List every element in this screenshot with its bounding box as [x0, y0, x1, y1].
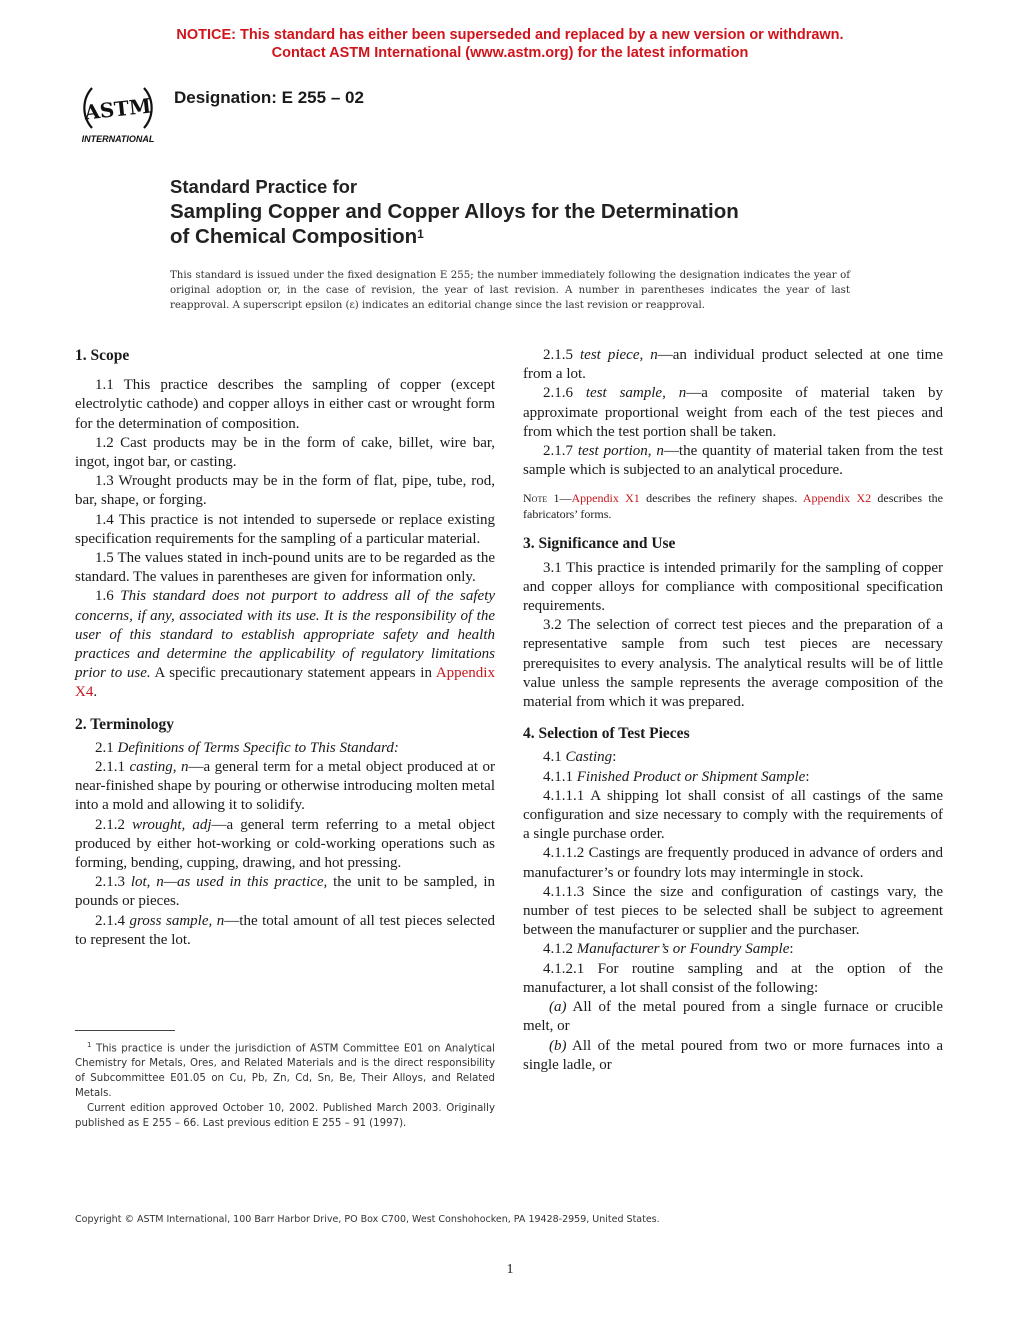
para-1-5: 1.5 The values stated in inch-pound units are to be regarded as the standard. The values in parentheses are given for information only.	[75, 550, 495, 586]
section-terminology-heading: 2. Terminology	[75, 715, 175, 733]
section-selection-heading: 4. Selection of Test Pieces	[523, 725, 690, 743]
document-title	[170, 174, 739, 249]
para-1-1: 1.1 This practice describes the sampling of copper (except electrolytic cathode) and copper alloys in either cast or wrought form for the determination of composition.	[75, 377, 495, 432]
para-2-1-7: 2.1.7 test portion, n—the quantity of material taken from the test sample which is subjected to an analytical procedure.	[523, 443, 943, 479]
para-4-1-1-3: 4.1.1.3 Since the size and configuration of castings vary, the number of test pieces to be selected shall be subject to agreement between the manufacturer or supplier and the purchaser.	[523, 883, 943, 939]
title-footnote-marker: 1	[417, 227, 424, 241]
para-2-1: 2.1 Definitions of Terms Specific to This Standard:	[95, 739, 399, 756]
footnote-divider	[75, 1030, 175, 1031]
para-4-1-2-1: 4.1.2.1 For routine sampling and at the option of the manufacturer, a lot shall consist of the following:	[523, 960, 943, 996]
designation: Designation: E 255 – 02	[174, 88, 364, 107]
para-2-1-1: 2.1.1 casting, n—a general term for a metal object produced at or near-finished shape by pouring or otherwise introducing molten metal into a mold and allowing it to solidify.	[75, 759, 496, 814]
page-number: 1	[506, 1262, 514, 1277]
footnote-edition: Current edition approved October 10, 2002. Published March 2003. Originally published as E 255 – 66. Last previous edition E 255 – 91 (1997).	[75, 1103, 495, 1130]
para-4-1: 4.1 Casting:	[543, 749, 617, 766]
para-3-1: 3.1 This practice is intended primarily for the sampling of copper and copper alloys for compliance with compositional specification requirements.	[523, 559, 943, 615]
para-4-1-1-1: 4.1.1.1 A shipping lot shall consist of all castings of the same configuration and size necessary to comply with the requirements of a single purchase order.	[523, 787, 943, 843]
para-2-1-6: 2.1.6 test sample, n—a composite of material taken by approximate proportional weight from each of the test pieces and from which the test portion shall be taken.	[523, 385, 943, 440]
appendix-x1-link[interactable]: Appendix X1	[571, 491, 640, 506]
para-2-1-3: 2.1.3 lot, n—as used in this practice, the unit to be sampled, in pounds or pieces.	[75, 874, 496, 910]
notice-line-1: NOTICE: This standard has either been superseded and replaced by a new version or withdrawn.	[176, 27, 844, 43]
logo-letters: ASTM	[83, 93, 153, 125]
notice-line-2: Contact ASTM International (www.astm.org) for the latest information	[271, 45, 749, 61]
withdrawal-notice	[0, 26, 1020, 62]
right-column	[523, 346, 943, 1075]
title-line-1: Standard Practice for	[170, 176, 358, 197]
copyright-line: Copyright © ASTM International, 100 Barr Harbor Drive, PO Box C700, West Conshohocken, PA 19428-2959, United States.	[75, 1214, 660, 1225]
para-3-2: 3.2 The selection of correct test pieces and the preparation of a representative sample from such test pieces are necessary prerequisites to every analysis. The analytical results will be of little value unless the sample represents the average composition of the material from which it was prepared.	[523, 617, 943, 711]
para-4-1-1: 4.1.1 Finished Product or Shipment Sample:	[543, 768, 810, 785]
appendix-x2-link[interactable]: Appendix X2	[802, 491, 872, 506]
para-1-2: 1.2 Cast products may be in the form of cake, billet, wire bar, ingot, ingot bar, or casting.	[75, 434, 495, 471]
astm-logo	[76, 76, 160, 148]
section-significance-heading: 3. Significance and Use	[523, 535, 676, 553]
left-column	[75, 346, 495, 950]
footnote	[75, 1038, 495, 1131]
para-1-3: 1.3 Wrought products may be in the form of flat, pipe, tube, rod, bar, shape, or forging.	[75, 473, 495, 509]
list-item-a: (a) All of the metal poured from a single furnace or crucible melt, or	[523, 999, 943, 1035]
para-2-1-4: 2.1.4 gross sample, n—the total amount of all test pieces selected to represent the lot.	[75, 912, 496, 948]
title-line-3: of Chemical Composition$^1$	[170, 225, 424, 248]
section-scope-heading: 1. Scope	[75, 347, 130, 364]
para-1-4: 1.4 This practice is not intended to supersede or replace existing specification requirements for the sampling of a particular material.	[75, 511, 495, 547]
para-1-6: 1.6 This standard does not purport to address all of the safety concerns, if any, associated with its use. It is the responsibility of the user of this standard to establish appropriate safety and health practices and determine the applicability of regulatory limitations prior to use. A specific precautionary statement appears in Appendix X4.	[75, 588, 496, 701]
para-4-1-1-2: 4.1.1.2 Castings are frequently produced in advance of orders and manufacturer’s or foundry lots may intermingle in stock.	[523, 845, 943, 881]
para-2-1-5: 2.1.5 test piece, n—an individual product selected at one time from a lot.	[523, 347, 943, 383]
list-item-b: (b) All of the metal poured from two or more furnaces into a single ladle, or	[523, 1037, 943, 1073]
footnote-1: $^1$ This practice is under the jurisdiction of ASTM Committee E01 on Analytical Chemistry for Metals, Ores, and Related Materials and is the direct responsibility of Subcommittee E01.05 on Cu, Pb, Zn, Cd, Sn, Be, Their Alloys, and Related Metals.	[75, 1041, 495, 1100]
issuance-statement: This standard is issued under the fixed designation E 255; the number immediately following the designation indicates the year of original adoption or, in the case of revision, the year of last revision. A number in parentheses indicates the year of last reapproval. A superscript epsilon (ε) indicates an editorial change since the last revision or reapproval.	[170, 270, 850, 311]
note-1: Note 1—Appendix X1 describes the refinery shapes. Appendix X2 describes the fabricators’ forms.	[523, 491, 944, 522]
logo-subtitle: INTERNATIONAL	[81, 134, 155, 144]
footnote-marker: 1	[87, 1041, 92, 1049]
para-4-1-2: 4.1.2 Manufacturer’s or Foundry Sample:	[543, 941, 794, 958]
title-line-2: Sampling Copper and Copper Alloys for the Determination	[170, 200, 739, 223]
para-2-1-2: 2.1.2 wrought, adj—a general term referring to a metal object produced by either hot-working or cold-working operations such as forming, bending, cupping, drawing, and hot pressing.	[75, 816, 496, 872]
appendix-x4-link[interactable]: Appendix X4	[75, 665, 495, 701]
